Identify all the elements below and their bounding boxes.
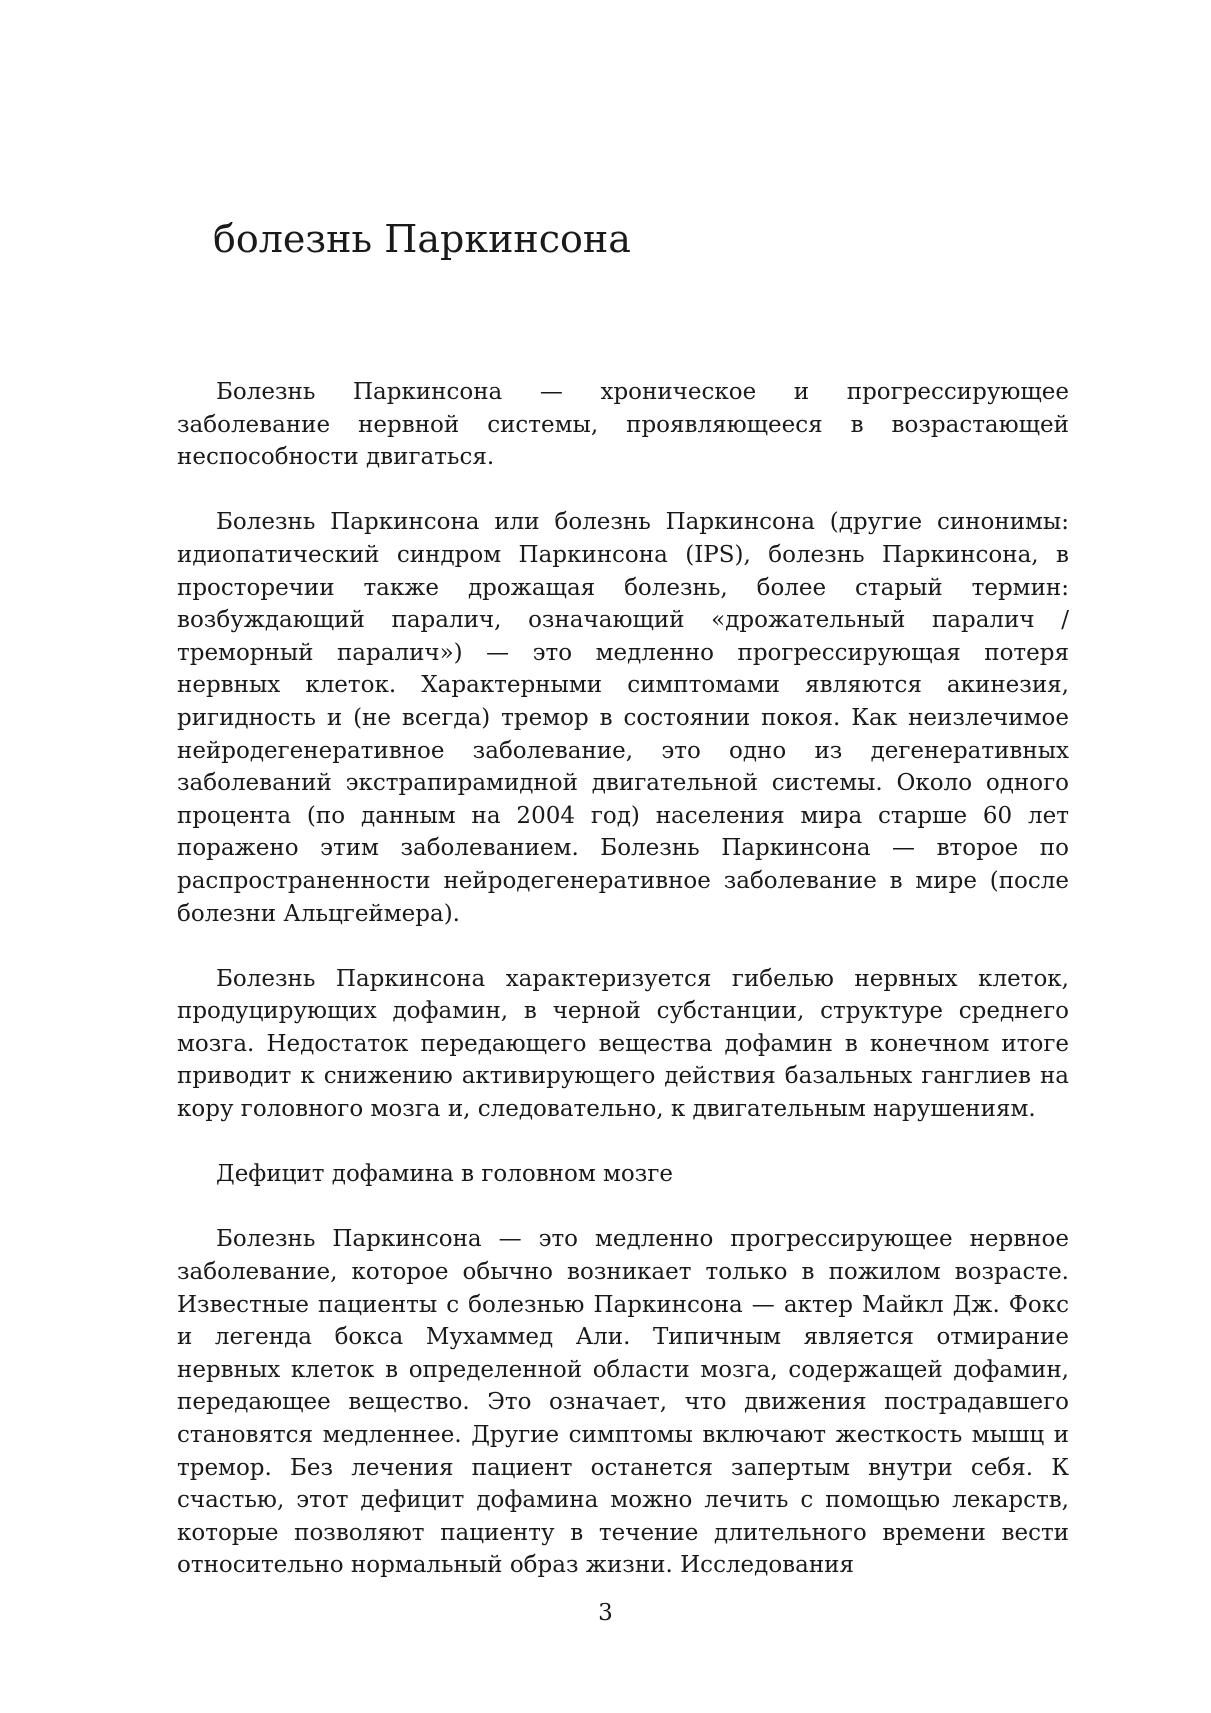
chapter-heading: болезнь Паркинсона — [213, 217, 631, 261]
paragraph-subheading: Дефицит дофамина в головном мозге — [216, 1161, 673, 1188]
paragraph-synonyms: Болезнь Паркинсона или болезнь Паркинсона (другие синонимы: идиопатический синдром Паркинсона (IPS), болезнь Паркинсона, в просторечии также дрожащая болезнь, более старый термин: возбуждающий паралич, означающий «дрожательный паралич / треморный паралич») — это медленно прогрессирующая потеря нервных клеток. Характерными симптомами являются акинезия, ригидность и (не всегда) тремор в состоянии покоя. Как неизлечимое нейродегенеративное заболевание, это одно из дегенеративных заболеваний экстрапирамидной двигательной системы. Около одного процента (по данным на 2004 год) населения мира старше 60 лет поражено этим заболеванием. Болезнь Паркинсона — второе по распространенности нейродегенеративное заболевание в мире (после болезни Альцгеймера). — [177, 509, 1069, 927]
body-text — [177, 376, 1069, 1615]
paragraph-treatment: Болезнь Паркинсона — это медленно прогрессирующее нервное заболевание, которое обычно возникает только в пожилом возрасте. Известные пациенты с болезнью Паркинсона — актер Майкл Дж. Фокс и легенда бокса Мухаммед Али. Типичным является отмирание нервных клеток в определенной области мозга, содержащей дофамин, передающее вещество. Это означает, что движения пострадавшего становятся медленнее. Другие симптомы включают жесткость мышц и тремор. Без лечения пациент останется запертым внутри себя. К счастью, этот дефицит дофамина можно лечить с помощью лекарств, которые позволяют пациенту в течение длительного времени вести относительно нормальный образ жизни. Исследования — [177, 1226, 1069, 1579]
paragraph-dopamine-cells: Болезнь Паркинсона характеризуется гибелью нервных клеток, продуцирующих дофамин, в черной субстанции, структуре среднего мозга. Недостаток передающего вещества дофамин в конечном итоге приводит к снижению активирующего действия базальных ганглиев на кору головного мозга и, следовательно, к двигательным нарушениям. — [177, 965, 1069, 1123]
paragraph-intro: Болезнь Паркинсона — хроническое и прогрессирующее заболевание нервной системы, проявляющееся в возрастающей неспособности двигаться. — [177, 379, 1069, 471]
page-number: 3 — [598, 1600, 613, 1626]
